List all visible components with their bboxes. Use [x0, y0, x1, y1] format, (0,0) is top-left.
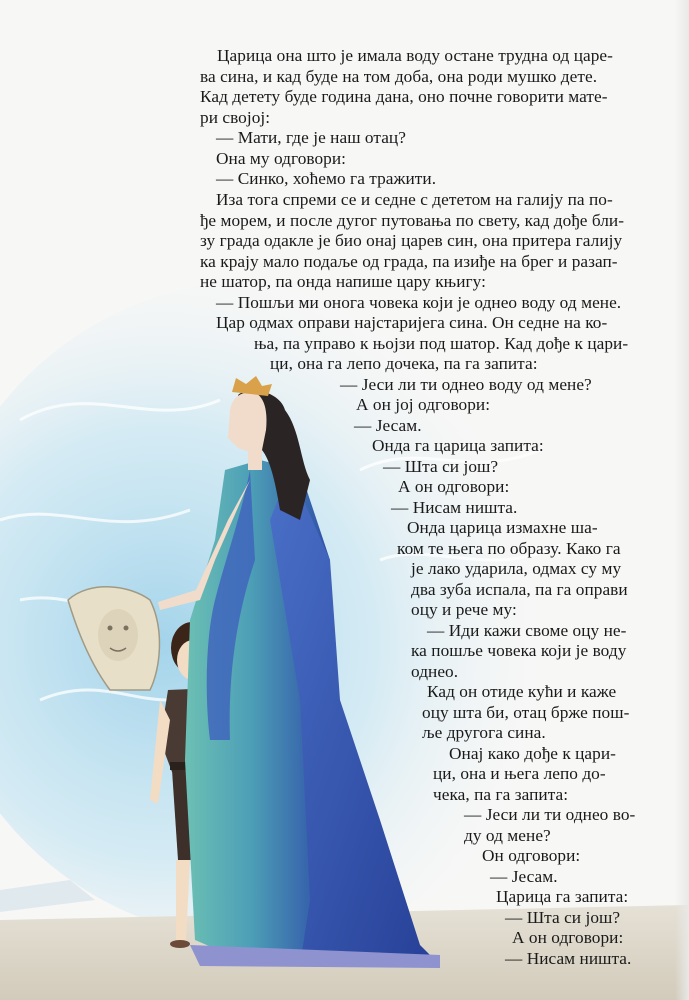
text-line: — Нисам ништа. — [505, 948, 632, 968]
text-line: ком те њега по образу. Како га — [397, 538, 621, 558]
text-line: ва сина, и кад буде на том доба, она роди мушко дете. — [200, 66, 598, 86]
text-line: А он одговори: — [512, 928, 624, 947]
text-line: — Иди кажи своме оцу не- — [427, 620, 627, 640]
text-line: — Јесам. — [490, 866, 558, 886]
text-line: ња, па управо к њојзи под шатор. Кад дође к цари- — [254, 333, 629, 353]
text-line: оцу шта би, отац брже пош- — [422, 702, 630, 722]
text-line: Цар одмах оправи најстаријега сина. Он седне на ко- — [216, 313, 608, 332]
text-line: ђе морем, и после дугог путовања по свету, кад дође бли- — [200, 210, 625, 230]
text-line: — Шта си још? — [505, 907, 621, 927]
text-line: Она му одговори: — [216, 148, 347, 168]
text-line: Кад детету буде година дана, оно почне говорити мате- — [200, 87, 608, 106]
text-line: два зуба испала, па га оправи — [411, 579, 628, 599]
text-line: — Пошљи ми онога човека који је однео воду од мене. — [216, 292, 622, 312]
text-line: — Јеси ли ти однео воду од мене? — [340, 374, 592, 394]
text-line: Царица га запита: — [496, 887, 629, 906]
text-line: ци, она и њега лепо до- — [433, 764, 606, 783]
text-line: А он одговори: — [398, 477, 510, 496]
text-line: Онда га царица запита: — [372, 436, 544, 455]
text-line: — Нисам ништа. — [391, 497, 518, 517]
text-line: Кад он отиде кући и каже — [427, 682, 617, 701]
text-line: — Мати, где је наш отац? — [216, 128, 406, 147]
text-line: Он одговори: — [482, 846, 581, 865]
text-line: Онај како дође к цари- — [449, 743, 616, 763]
text-line: чека, па га запита: — [433, 784, 569, 804]
text-line: ду од мене? — [464, 825, 551, 845]
text-line: не шатор, па онда напише цару књигу: — [200, 272, 486, 291]
text-line: — Шта си још? — [383, 456, 499, 476]
text-line: — Јесам. — [354, 415, 422, 435]
text-line: ри својој: — [200, 107, 271, 127]
text-line: ка пошље човека који је воду — [411, 641, 627, 660]
text-line: — Синко, хоћемо га тражити. — [216, 169, 437, 188]
page-edge-shadow — [675, 0, 689, 1000]
text-line: Царица она што је имала воду остане трудна од царе- — [217, 46, 613, 65]
text-line: ци, она га лепо дочека, па га запита: — [270, 354, 538, 373]
text-line: — Јеси ли ти однео во- — [464, 805, 636, 824]
text-line: А он јој одговори: — [356, 395, 491, 414]
text-line: ка крају мало подаље од града, па изиђе на брег и разап- — [200, 251, 618, 271]
text-line: је лако ударила, одмах су му — [411, 559, 622, 578]
text-line: Иза тога спреми се и седне с дететом на галију па по- — [216, 190, 613, 209]
text-line: оцу и рече му: — [411, 600, 517, 619]
text-line: Онда царица измахне ша- — [407, 518, 598, 537]
text-line: ље другога сина. — [422, 723, 546, 742]
text-line: зу града одакле је био онај царев син, она притера галију — [200, 231, 623, 250]
text-line: однео. — [411, 661, 459, 681]
